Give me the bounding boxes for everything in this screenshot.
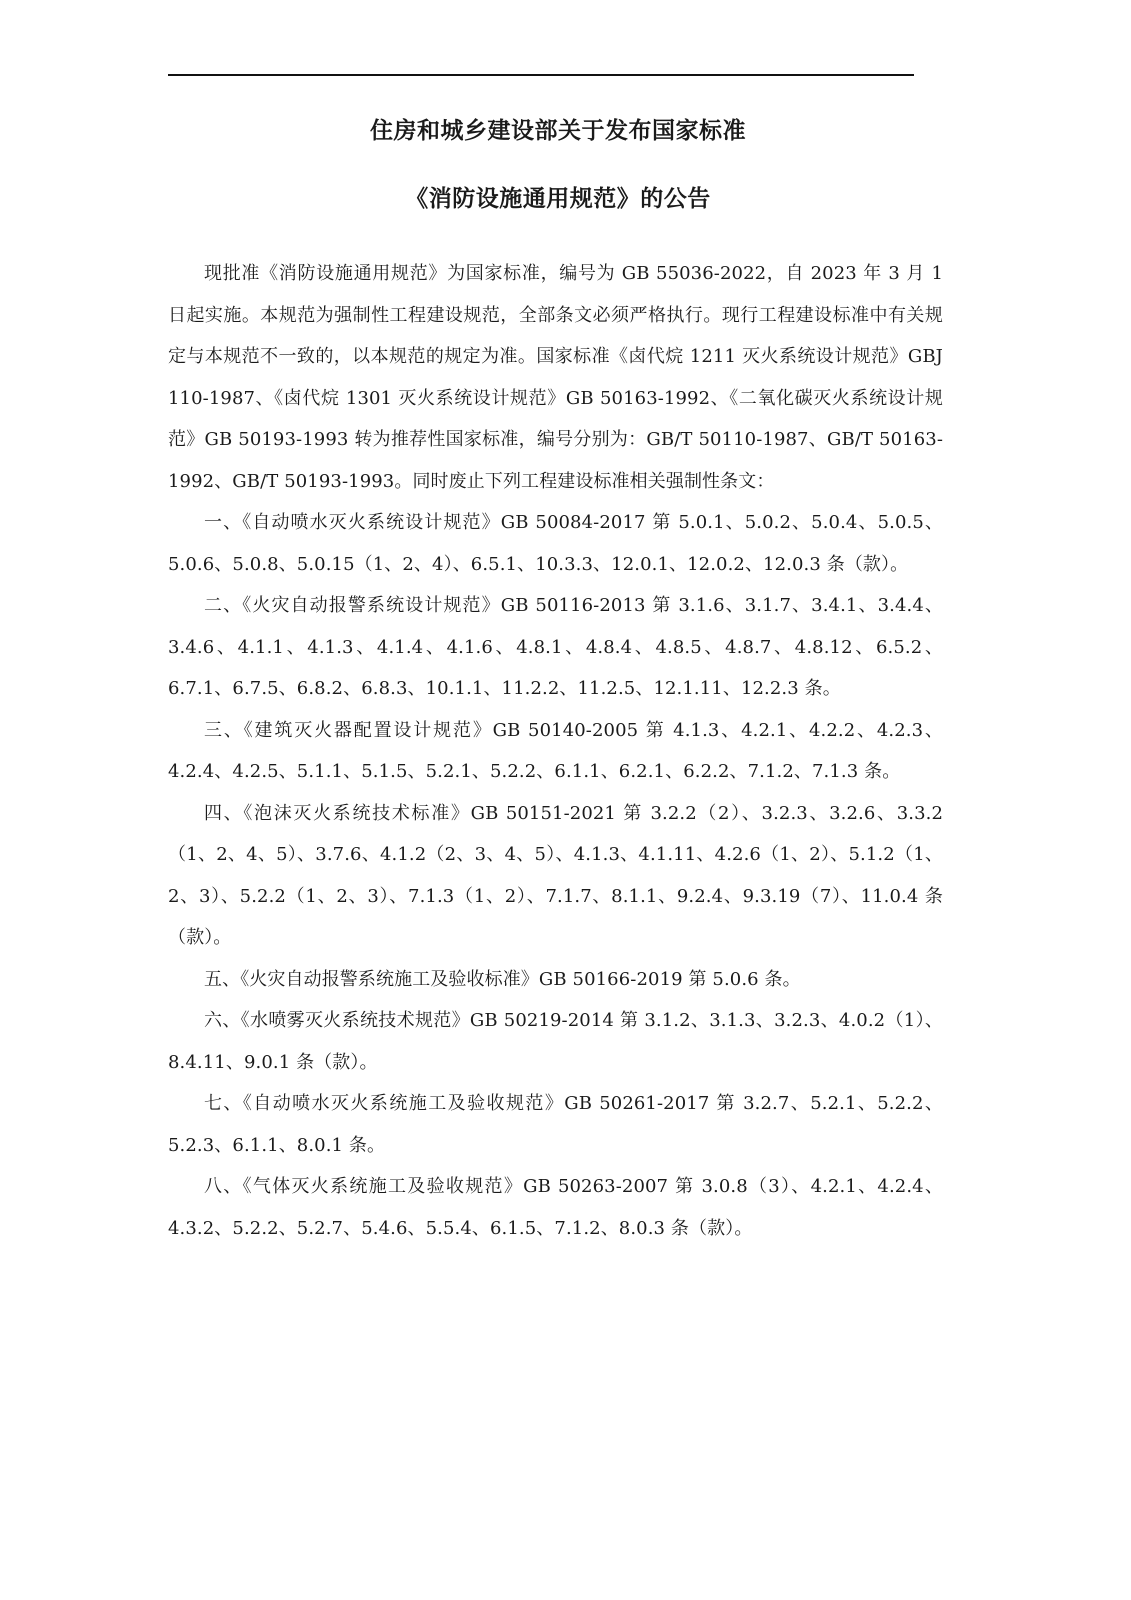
paragraph-item-8: 八、《气体灭火系统施工及验收规范》GB 50263-2007 第 3.0.8（3）、4.2.1、4.2.4、4.3.2、5.2.2、5.2.7、5.4.6、5.5.4、6.1.5、7.1.2、8.0.3 条（款）。 <box>168 1176 943 1239</box>
paragraph-intro: 现批准《消防设施通用规范》为国家标准，编号为 GB 55036-2022，自 2023 年 3 月 1 日起实施。本规范为强制性工程建设规范，全部条文必须严格执行。现行工程建设标准中有关规定与本规范不一致的，以本规范的规定为准。国家标准《卤代烷 1211 灭火系统设计规范》GBJ 110-1987、《卤代烷 1301 灭火系统设计规范》GB 50163-1992、《二氧化碳灭火系统设计规范》GB 50193-1993 转为推荐性国家标准，编号分别为：GB/T 50110-1987、GB/T 50163-1992、GB/T 50193-1993。同时废止下列工程建设标准相关强制性条文： <box>168 263 943 492</box>
paragraph-item-7: 七、《自动喷水灭火系统施工及验收规范》GB 50261-2017 第 3.2.7、5.2.1、5.2.2、5.2.3、6.1.1、8.0.1 条。 <box>168 1093 943 1156</box>
paragraph-item-6: 六、《水喷雾灭火系统技术规范》GB 50219-2014 第 3.1.2、3.1.3、3.2.3、4.0.2（1）、8.4.11、9.0.1 条（款）。 <box>168 1010 943 1073</box>
announcement-title-line1: 住房和城乡建设部关于发布国家标准 <box>370 118 746 144</box>
header-rule <box>168 74 914 76</box>
paragraph-item-4: 四、《泡沫灭火系统技术标准》GB 50151-2021 第 3.2.2（2）、3.2.3、3.2.6、3.3.2（1、2、4、5）、3.7.6、4.1.2（2、3、4、5）、4.1.3、4.1.11、4.2.6（1、2）、5.1.2（1、2、3）、5.2.2（1、2、3）、7.1.3（1、2）、7.1.7、8.1.1、9.2.4、9.3.19（7）、11.0.4 条（款）。 <box>168 802 943 948</box>
paragraph-item-2: 二、《火灾自动报警系统设计规范》GB 50116-2013 第 3.1.6、3.1.7、3.4.1、3.4.4、3.4.6、4.1.1、4.1.3、4.1.4、4.1.6、4.8.1、4.8.4、4.8.5、4.8.7、4.8.12、6.5.2、6.7.1、6.7.5、6.8.2、6.8.3、10.1.1、11.2.2、11.2.5、12.1.11、12.2.3 条。 <box>168 595 943 699</box>
announcement-body <box>168 253 943 1249</box>
announcement-title-line2: 《消防设施通用规范》的公告 <box>405 186 711 212</box>
paragraph-item-5: 五、《火灾自动报警系统施工及验收标准》GB 50166-2019 第 5.0.6 条。 <box>204 968 801 990</box>
paragraph-item-3: 三、《建筑灭火器配置设计规范》GB 50140-2005 第 4.1.3、4.2.1、4.2.2、4.2.3、4.2.4、4.2.5、5.1.1、5.1.5、5.2.1、5.2.2、6.1.1、6.2.1、6.2.2、7.1.2、7.1.3 条。 <box>168 719 943 782</box>
paragraph-item-1: 一、《自动喷水灭火系统设计规范》GB 50084-2017 第 5.0.1、5.0.2、5.0.4、5.0.5、5.0.6、5.0.8、5.0.15（1、2、4）、6.5.1、10.3.3、12.0.1、12.0.2、12.0.3 条（款）。 <box>168 512 943 575</box>
